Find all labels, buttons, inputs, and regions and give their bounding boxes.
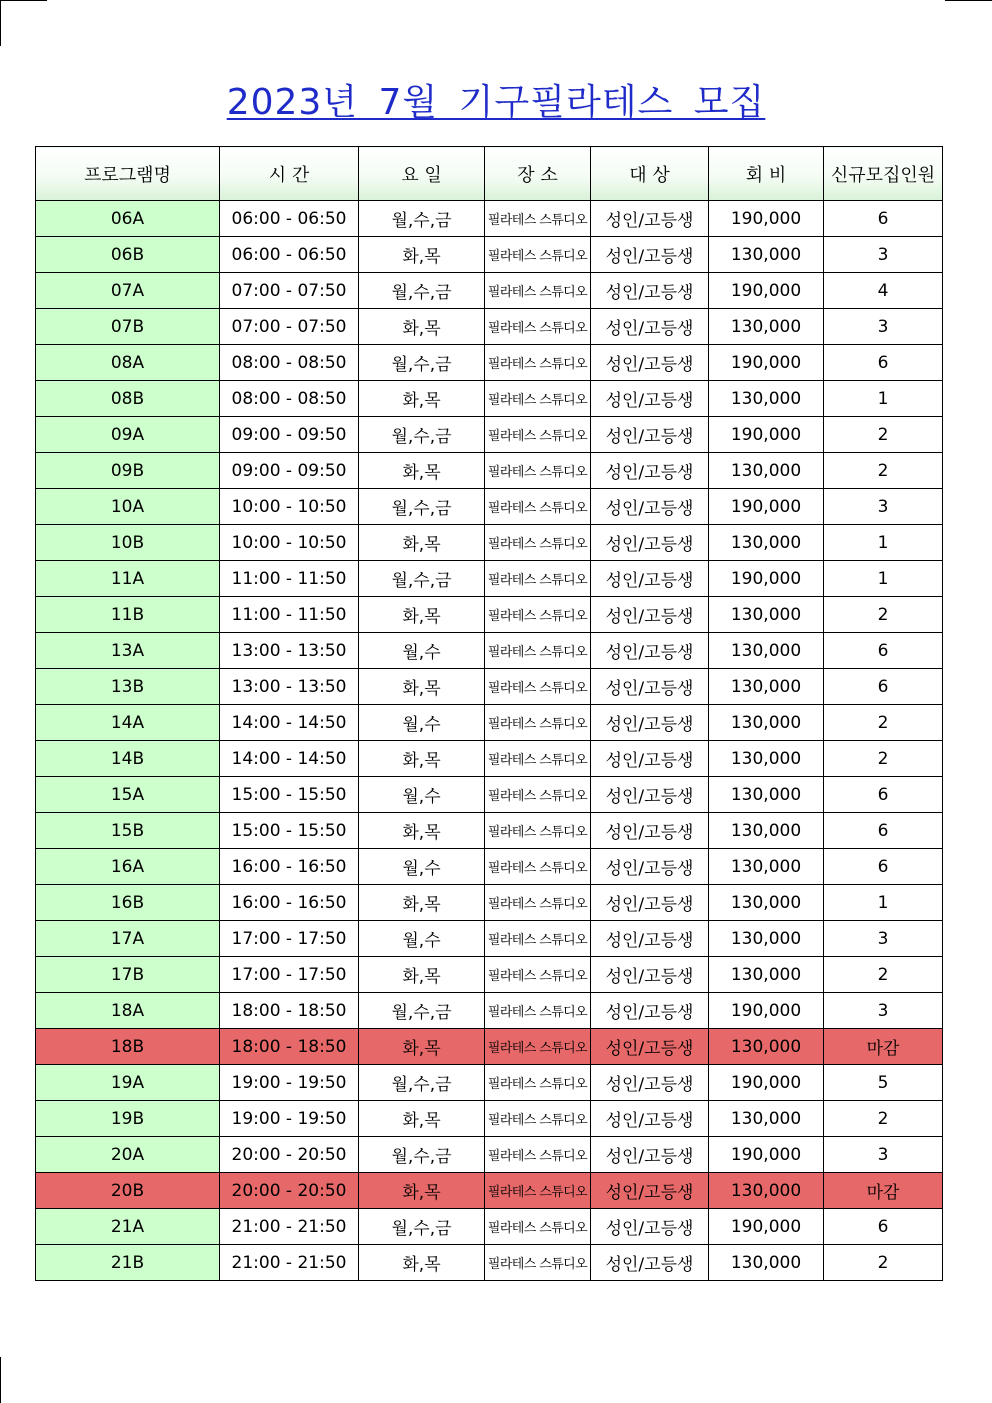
cell-place: 필라테스 스튜디오: [485, 381, 591, 417]
cell-days: 화,목: [359, 1173, 485, 1209]
cell-place: 필라테스 스튜디오: [485, 525, 591, 561]
cell-days: 화,목: [359, 885, 485, 921]
cell-time: 08:00 - 08:50: [220, 345, 359, 381]
cell-time: 16:00 - 16:50: [220, 885, 359, 921]
cell-recruit: 3: [824, 921, 943, 957]
cell-days: 화,목: [359, 957, 485, 993]
cell-time: 14:00 - 14:50: [220, 705, 359, 741]
table-row: [36, 345, 943, 381]
cell-time: 19:00 - 19:50: [220, 1065, 359, 1101]
cell-recruit: 6: [824, 849, 943, 885]
cell-time: 10:00 - 10:50: [220, 489, 359, 525]
cell-fee: 130,000: [709, 309, 824, 345]
cell-time: 16:00 - 16:50: [220, 849, 359, 885]
cell-fee: 190,000: [709, 489, 824, 525]
cell-time: 07:00 - 07:50: [220, 309, 359, 345]
page-title: [0, 80, 992, 126]
cell-days: 화,목: [359, 813, 485, 849]
cell-program: 16B: [36, 885, 220, 921]
cell-place: 필라테스 스튜디오: [485, 1029, 591, 1065]
cell-place: 필라테스 스튜디오: [485, 1173, 591, 1209]
cell-recruit: 3: [824, 1137, 943, 1173]
table-row: [36, 1209, 943, 1245]
cell-days: 화,목: [359, 525, 485, 561]
header-time: 시 간: [220, 147, 359, 201]
cell-recruit: 2: [824, 453, 943, 489]
cell-time: 08:00 - 08:50: [220, 381, 359, 417]
cell-fee: 130,000: [709, 237, 824, 273]
table-row: [36, 1137, 943, 1173]
cell-target: 성인/고등생: [591, 777, 709, 813]
cell-days: 화,목: [359, 309, 485, 345]
cell-program: 10A: [36, 489, 220, 525]
cell-program: 13A: [36, 633, 220, 669]
cell-target: 성인/고등생: [591, 489, 709, 525]
cell-recruit: 2: [824, 1245, 943, 1281]
cell-days: 화,목: [359, 1029, 485, 1065]
cell-fee: 130,000: [709, 777, 824, 813]
table-row: [36, 957, 943, 993]
table-row: [36, 525, 943, 561]
cell-program: 09B: [36, 453, 220, 489]
cell-recruit: 6: [824, 777, 943, 813]
cell-days: 월,수: [359, 849, 485, 885]
cell-target: 성인/고등생: [591, 921, 709, 957]
cell-place: 필라테스 스튜디오: [485, 345, 591, 381]
cell-recruit: 3: [824, 237, 943, 273]
cell-fee: 130,000: [709, 705, 824, 741]
cell-program: 07A: [36, 273, 220, 309]
cell-program: 13B: [36, 669, 220, 705]
cell-fee: 190,000: [709, 1209, 824, 1245]
cell-target: 성인/고등생: [591, 1029, 709, 1065]
cell-target: 성인/고등생: [591, 309, 709, 345]
table-row: [36, 849, 943, 885]
cell-recruit: 6: [824, 201, 943, 237]
cell-fee: 130,000: [709, 525, 824, 561]
table-row: [36, 885, 943, 921]
cell-days: 월,수,금: [359, 201, 485, 237]
cell-days: 월,수,금: [359, 1065, 485, 1101]
cell-place: 필라테스 스튜디오: [485, 273, 591, 309]
cell-recruit: 마감: [824, 1173, 943, 1209]
cell-recruit: 6: [824, 669, 943, 705]
cell-days: 월,수,금: [359, 489, 485, 525]
header-place: 장 소: [485, 147, 591, 201]
cell-days: 월,수,금: [359, 1209, 485, 1245]
cell-program: 06B: [36, 237, 220, 273]
table-row: [36, 1101, 943, 1137]
table-row: [36, 417, 943, 453]
cell-recruit: 6: [824, 633, 943, 669]
cell-days: 화,목: [359, 381, 485, 417]
cell-fee: 190,000: [709, 417, 824, 453]
cell-place: 필라테스 스튜디오: [485, 1137, 591, 1173]
cell-fee: 130,000: [709, 633, 824, 669]
cell-target: 성인/고등생: [591, 705, 709, 741]
cell-target: 성인/고등생: [591, 1209, 709, 1245]
cell-recruit: 2: [824, 957, 943, 993]
cell-days: 월,수: [359, 921, 485, 957]
cell-target: 성인/고등생: [591, 237, 709, 273]
cell-recruit: 1: [824, 525, 943, 561]
cell-program: 14A: [36, 705, 220, 741]
table-row: [36, 921, 943, 957]
cell-time: 15:00 - 15:50: [220, 813, 359, 849]
cell-place: 필라테스 스튜디오: [485, 885, 591, 921]
table-row: [36, 669, 943, 705]
header-fee: 회 비: [709, 147, 824, 201]
table-row-closed: [36, 1173, 943, 1209]
cell-place: 필라테스 스튜디오: [485, 489, 591, 525]
cell-place: 필라테스 스튜디오: [485, 561, 591, 597]
cell-recruit: 6: [824, 345, 943, 381]
cell-fee: 190,000: [709, 993, 824, 1029]
cell-recruit: 5: [824, 1065, 943, 1101]
cell-target: 성인/고등생: [591, 1173, 709, 1209]
cell-place: 필라테스 스튜디오: [485, 1101, 591, 1137]
cell-program: 14B: [36, 741, 220, 777]
table-row: [36, 201, 943, 237]
cell-place: 필라테스 스튜디오: [485, 201, 591, 237]
cell-target: 성인/고등생: [591, 1245, 709, 1281]
cell-program: 16A: [36, 849, 220, 885]
cell-days: 월,수: [359, 777, 485, 813]
cell-place: 필라테스 스튜디오: [485, 417, 591, 453]
cell-fee: 130,000: [709, 849, 824, 885]
cell-program: 06A: [36, 201, 220, 237]
table-row: [36, 777, 943, 813]
table-row: [36, 813, 943, 849]
cell-time: 11:00 - 11:50: [220, 561, 359, 597]
cell-recruit: 1: [824, 561, 943, 597]
cell-days: 월,수: [359, 633, 485, 669]
cell-target: 성인/고등생: [591, 597, 709, 633]
cell-time: 20:00 - 20:50: [220, 1173, 359, 1209]
cell-place: 필라테스 스튜디오: [485, 1209, 591, 1245]
cell-place: 필라테스 스튜디오: [485, 957, 591, 993]
cell-fee: 130,000: [709, 921, 824, 957]
cell-program: 20B: [36, 1173, 220, 1209]
cell-fee: 130,000: [709, 1101, 824, 1137]
table-row: [36, 381, 943, 417]
cell-place: 필라테스 스튜디오: [485, 1065, 591, 1101]
cell-fee: 130,000: [709, 885, 824, 921]
cell-program: 08A: [36, 345, 220, 381]
cell-days: 월,수,금: [359, 273, 485, 309]
cell-program: 15B: [36, 813, 220, 849]
cell-target: 성인/고등생: [591, 273, 709, 309]
cell-time: 06:00 - 06:50: [220, 237, 359, 273]
cell-program: 09A: [36, 417, 220, 453]
cell-recruit: 2: [824, 1101, 943, 1137]
cell-time: 06:00 - 06:50: [220, 201, 359, 237]
cell-place: 필라테스 스튜디오: [485, 1245, 591, 1281]
header-target: 대 상: [591, 147, 709, 201]
cell-recruit: 6: [824, 1209, 943, 1245]
table-row: [36, 237, 943, 273]
schedule-table: [35, 146, 943, 1281]
cell-recruit: 마감: [824, 1029, 943, 1065]
cell-target: 성인/고등생: [591, 669, 709, 705]
cell-fee: 190,000: [709, 201, 824, 237]
cell-recruit: 1: [824, 381, 943, 417]
cell-recruit: 3: [824, 993, 943, 1029]
cell-time: 15:00 - 15:50: [220, 777, 359, 813]
table-row: [36, 453, 943, 489]
cell-time: 18:00 - 18:50: [220, 1029, 359, 1065]
cell-place: 필라테스 스튜디오: [485, 669, 591, 705]
cell-recruit: 2: [824, 705, 943, 741]
header-program: 프로그램명: [36, 147, 220, 201]
cell-fee: 130,000: [709, 453, 824, 489]
cell-program: 17A: [36, 921, 220, 957]
header-days: 요 일: [359, 147, 485, 201]
cell-target: 성인/고등생: [591, 849, 709, 885]
cell-fee: 130,000: [709, 597, 824, 633]
cell-time: 21:00 - 21:50: [220, 1245, 359, 1281]
cell-recruit: 2: [824, 741, 943, 777]
table-row: [36, 705, 943, 741]
table-row-closed: [36, 1029, 943, 1065]
cell-program: 21B: [36, 1245, 220, 1281]
cell-place: 필라테스 스튜디오: [485, 777, 591, 813]
cell-fee: 190,000: [709, 345, 824, 381]
cell-program: 18B: [36, 1029, 220, 1065]
cell-program: 19B: [36, 1101, 220, 1137]
cell-fee: 190,000: [709, 273, 824, 309]
cell-time: 09:00 - 09:50: [220, 453, 359, 489]
cell-fee: 130,000: [709, 1245, 824, 1281]
cell-recruit: 2: [824, 597, 943, 633]
cell-program: 15A: [36, 777, 220, 813]
cell-fee: 190,000: [709, 561, 824, 597]
cell-days: 화,목: [359, 669, 485, 705]
cell-place: 필라테스 스튜디오: [485, 705, 591, 741]
cell-days: 화,목: [359, 1245, 485, 1281]
cell-time: 13:00 - 13:50: [220, 669, 359, 705]
cell-program: 11B: [36, 597, 220, 633]
header-recruit: 신규모집인원: [824, 147, 943, 201]
cell-days: 월,수,금: [359, 417, 485, 453]
cell-program: 17B: [36, 957, 220, 993]
cell-time: 17:00 - 17:50: [220, 921, 359, 957]
crop-mark-top-left-vertical: [0, 0, 1, 46]
cell-days: 화,목: [359, 237, 485, 273]
cell-time: 07:00 - 07:50: [220, 273, 359, 309]
cell-recruit: 1: [824, 885, 943, 921]
cell-target: 성인/고등생: [591, 813, 709, 849]
table-header-row: [36, 147, 943, 201]
crop-mark-top-right-horizontal: [945, 0, 992, 1]
cell-program: 07B: [36, 309, 220, 345]
table-row: [36, 561, 943, 597]
table-row: [36, 1065, 943, 1101]
cell-days: 화,목: [359, 741, 485, 777]
cell-days: 월,수,금: [359, 1137, 485, 1173]
cell-target: 성인/고등생: [591, 957, 709, 993]
table-row: [36, 597, 943, 633]
cell-target: 성인/고등생: [591, 201, 709, 237]
table-row: [36, 309, 943, 345]
cell-days: 화,목: [359, 453, 485, 489]
crop-mark-top-left-horizontal: [0, 0, 47, 1]
cell-target: 성인/고등생: [591, 453, 709, 489]
cell-time: 09:00 - 09:50: [220, 417, 359, 453]
cell-fee: 130,000: [709, 957, 824, 993]
cell-target: 성인/고등생: [591, 993, 709, 1029]
table-row: [36, 633, 943, 669]
cell-target: 성인/고등생: [591, 1137, 709, 1173]
cell-place: 필라테스 스튜디오: [485, 309, 591, 345]
table-row: [36, 489, 943, 525]
crop-mark-bottom-left-vertical: [0, 1357, 1, 1403]
cell-days: 월,수,금: [359, 993, 485, 1029]
cell-time: 14:00 - 14:50: [220, 741, 359, 777]
cell-place: 필라테스 스튜디오: [485, 741, 591, 777]
cell-place: 필라테스 스튜디오: [485, 813, 591, 849]
cell-target: 성인/고등생: [591, 345, 709, 381]
cell-target: 성인/고등생: [591, 525, 709, 561]
cell-time: 21:00 - 21:50: [220, 1209, 359, 1245]
cell-fee: 190,000: [709, 1137, 824, 1173]
page-title-text: 2023년 7월 기구필라테스 모집: [226, 82, 766, 123]
cell-time: 20:00 - 20:50: [220, 1137, 359, 1173]
cell-place: 필라테스 스튜디오: [485, 633, 591, 669]
cell-place: 필라테스 스튜디오: [485, 993, 591, 1029]
cell-recruit: 3: [824, 309, 943, 345]
cell-target: 성인/고등생: [591, 1101, 709, 1137]
table-row: [36, 273, 943, 309]
cell-recruit: 3: [824, 489, 943, 525]
cell-days: 월,수,금: [359, 561, 485, 597]
cell-program: 20A: [36, 1137, 220, 1173]
cell-target: 성인/고등생: [591, 885, 709, 921]
cell-fee: 130,000: [709, 669, 824, 705]
cell-time: 19:00 - 19:50: [220, 1101, 359, 1137]
cell-place: 필라테스 스튜디오: [485, 597, 591, 633]
cell-fee: 130,000: [709, 813, 824, 849]
table-row: [36, 741, 943, 777]
cell-target: 성인/고등생: [591, 561, 709, 597]
cell-target: 성인/고등생: [591, 633, 709, 669]
cell-recruit: 6: [824, 813, 943, 849]
cell-fee: 130,000: [709, 1029, 824, 1065]
cell-place: 필라테스 스튜디오: [485, 237, 591, 273]
cell-program: 21A: [36, 1209, 220, 1245]
cell-target: 성인/고등생: [591, 417, 709, 453]
cell-target: 성인/고등생: [591, 381, 709, 417]
cell-program: 18A: [36, 993, 220, 1029]
cell-days: 화,목: [359, 1101, 485, 1137]
cell-time: 11:00 - 11:50: [220, 597, 359, 633]
cell-time: 13:00 - 13:50: [220, 633, 359, 669]
cell-place: 필라테스 스튜디오: [485, 921, 591, 957]
cell-recruit: 2: [824, 417, 943, 453]
cell-program: 08B: [36, 381, 220, 417]
cell-fee: 130,000: [709, 381, 824, 417]
cell-fee: 190,000: [709, 1065, 824, 1101]
table-body: [36, 201, 943, 1281]
cell-time: 17:00 - 17:50: [220, 957, 359, 993]
cell-place: 필라테스 스튜디오: [485, 453, 591, 489]
cell-days: 월,수: [359, 705, 485, 741]
table-row: [36, 1245, 943, 1281]
cell-program: 19A: [36, 1065, 220, 1101]
table-row: [36, 993, 943, 1029]
cell-program: 10B: [36, 525, 220, 561]
cell-fee: 130,000: [709, 1173, 824, 1209]
cell-days: 화,목: [359, 597, 485, 633]
cell-fee: 130,000: [709, 741, 824, 777]
cell-target: 성인/고등생: [591, 1065, 709, 1101]
cell-time: 18:00 - 18:50: [220, 993, 359, 1029]
cell-recruit: 4: [824, 273, 943, 309]
cell-target: 성인/고등생: [591, 741, 709, 777]
cell-place: 필라테스 스튜디오: [485, 849, 591, 885]
cell-time: 10:00 - 10:50: [220, 525, 359, 561]
cell-days: 월,수,금: [359, 345, 485, 381]
cell-program: 11A: [36, 561, 220, 597]
